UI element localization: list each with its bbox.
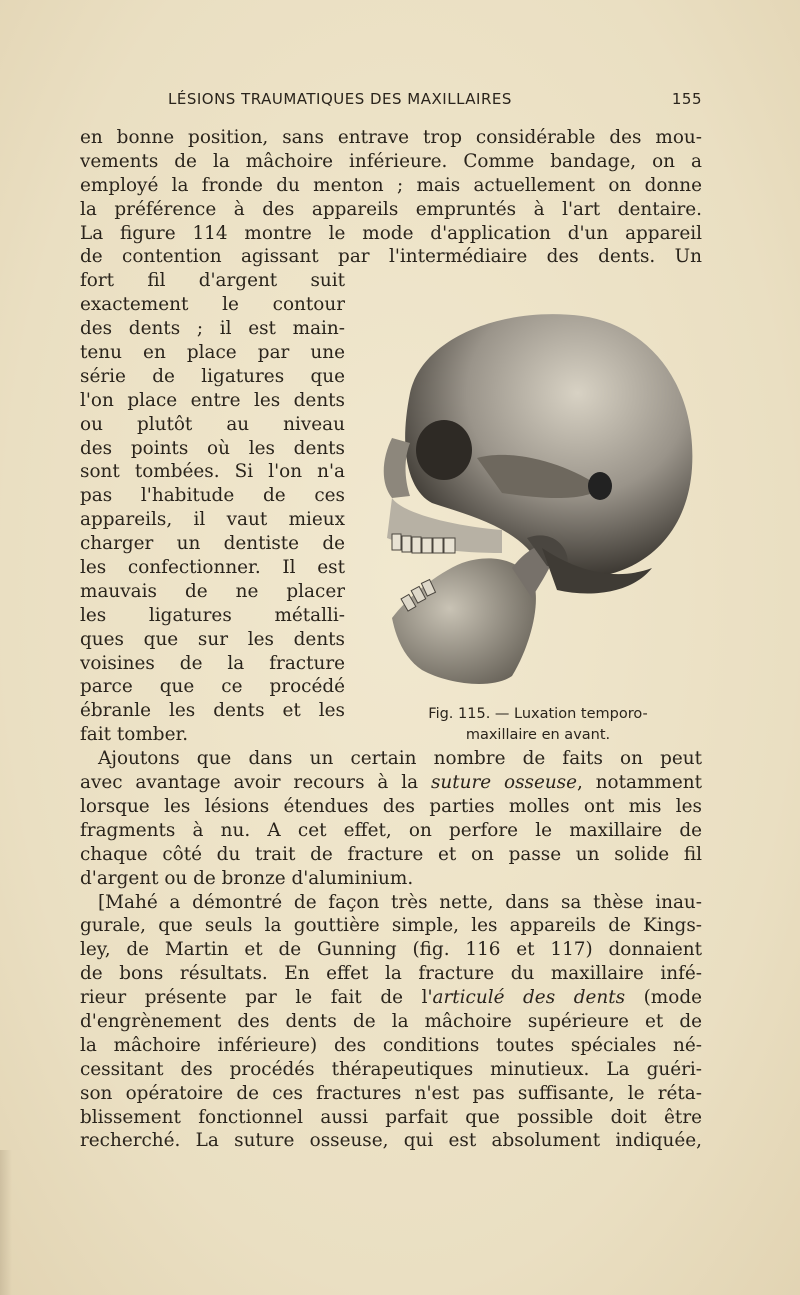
text-span: , notamment [577,772,702,794]
text-line: La figure 114 montre le mode d'application d'un appareil [80,222,702,244]
text-line: sont tombées. Si l'on n'a [80,461,345,483]
text-line: l'on place entre les dents [80,389,345,411]
text-line: son opératoire de ces fractures n'est pas suffisante, le réta- [80,1082,702,1104]
running-title: LÉSIONS TRAUMATIQUES DES MAXILLAIRES [168,90,512,108]
text-line: voisines de la fracture [80,652,345,674]
text-line: la préférence à des appareils empruntés à l'art dentaire. [80,198,702,220]
text-line: charger un dentiste de [80,533,345,555]
text-line: parce que ce procédé [80,676,345,698]
text-span: avec avantage avoir recours à la [80,772,431,794]
text-span: (mode [625,987,702,1009]
text-line: d'engrènement des dents de la mâchoire supérieure et de [80,1010,702,1032]
text-line [80,986,702,1010]
text-line: exactement le contour [80,294,345,316]
text-line: mauvais de ne placer [80,580,345,602]
text-line: tenu en place par une [80,342,345,364]
text-span: [Mahé a démontré de façon très nette, dans sa thèse inau- [98,891,702,913]
text-line: cessitant des procédés thérapeutiques minutieux. La guéri- [80,1058,702,1080]
text-line: de contention agissant par l'intermédiaire des dents. Un [80,246,702,268]
caption-line: Fig. 115. — Luxation temporo- [428,706,648,722]
text-span: Ajoutons que dans un certain nombre de faits on peut [98,748,702,770]
text-line: gurale, que seuls la gouttière simple, les appareils de Kings- [80,915,702,937]
text-line: en bonne position, sans entrave trop considérable des mou- [80,127,702,148]
text-line: chaque côté du trait de fracture et on passe un solide fil [80,843,702,865]
text-line: appareils, il vaut mieux [80,509,345,531]
italic-term: articulé des dents [432,987,626,1009]
caption-line: maxillaire en avant. [465,727,611,743]
figure-skull [352,298,702,698]
text-line: fragments à nu. A cet effet, on perfore le maxillaire de [80,819,702,841]
text-line: employé la fronde du menton ; mais actuellement on donne [80,174,702,196]
text-line: blissement fonctionnel aussi parfait que possible doit être [80,1106,702,1128]
text-line [80,771,702,795]
text-line: lorsque les lésions étendues des parties molles ont mis les [80,795,702,817]
text-span: rieur présente par le fait de l' [80,987,433,1009]
figure-caption [372,704,704,746]
page-edge-shadow [0,1150,12,1295]
text-line: d'argent ou de bronze d'aluminium. [80,867,414,889]
text-line: de bons résultats. En effet la fracture du maxillaire infé- [80,963,702,985]
text-line: ébranle les dents et les [80,700,345,722]
text-line: pas l'habitude de ces [80,485,345,507]
skull-icon [352,298,702,698]
text-line: des dents ; il est main- [80,318,345,340]
italic-term: suture osseuse [430,772,577,794]
text-line: fait tomber. [80,724,189,746]
text-line: ques que sur les dents [80,628,345,650]
text-line [80,891,702,915]
text-line: des points où les dents [80,437,345,459]
text-line: ou plutôt au niveau [80,413,345,435]
text-line: recherché. La suture osseuse, qui est absolument indiquée, [80,1130,702,1152]
page-number: 155 [671,90,702,108]
text-line: les ligatures métalli- [80,604,345,626]
text-line: fort fil d'argent suit [80,270,345,292]
text-line: vements de la mâchoire inférieure. Comme bandage, on a [80,150,702,172]
text-line: série de ligatures que [80,365,345,387]
text-line: ley, de Martin et de Gunning (fig. 116 et 117) donnaient [80,939,702,961]
text-line [80,747,702,771]
running-header [168,90,702,114]
text-line: les confectionner. Il est [80,557,345,579]
text-line: la mâchoire inférieure) des conditions toutes spéciales né- [80,1034,702,1056]
